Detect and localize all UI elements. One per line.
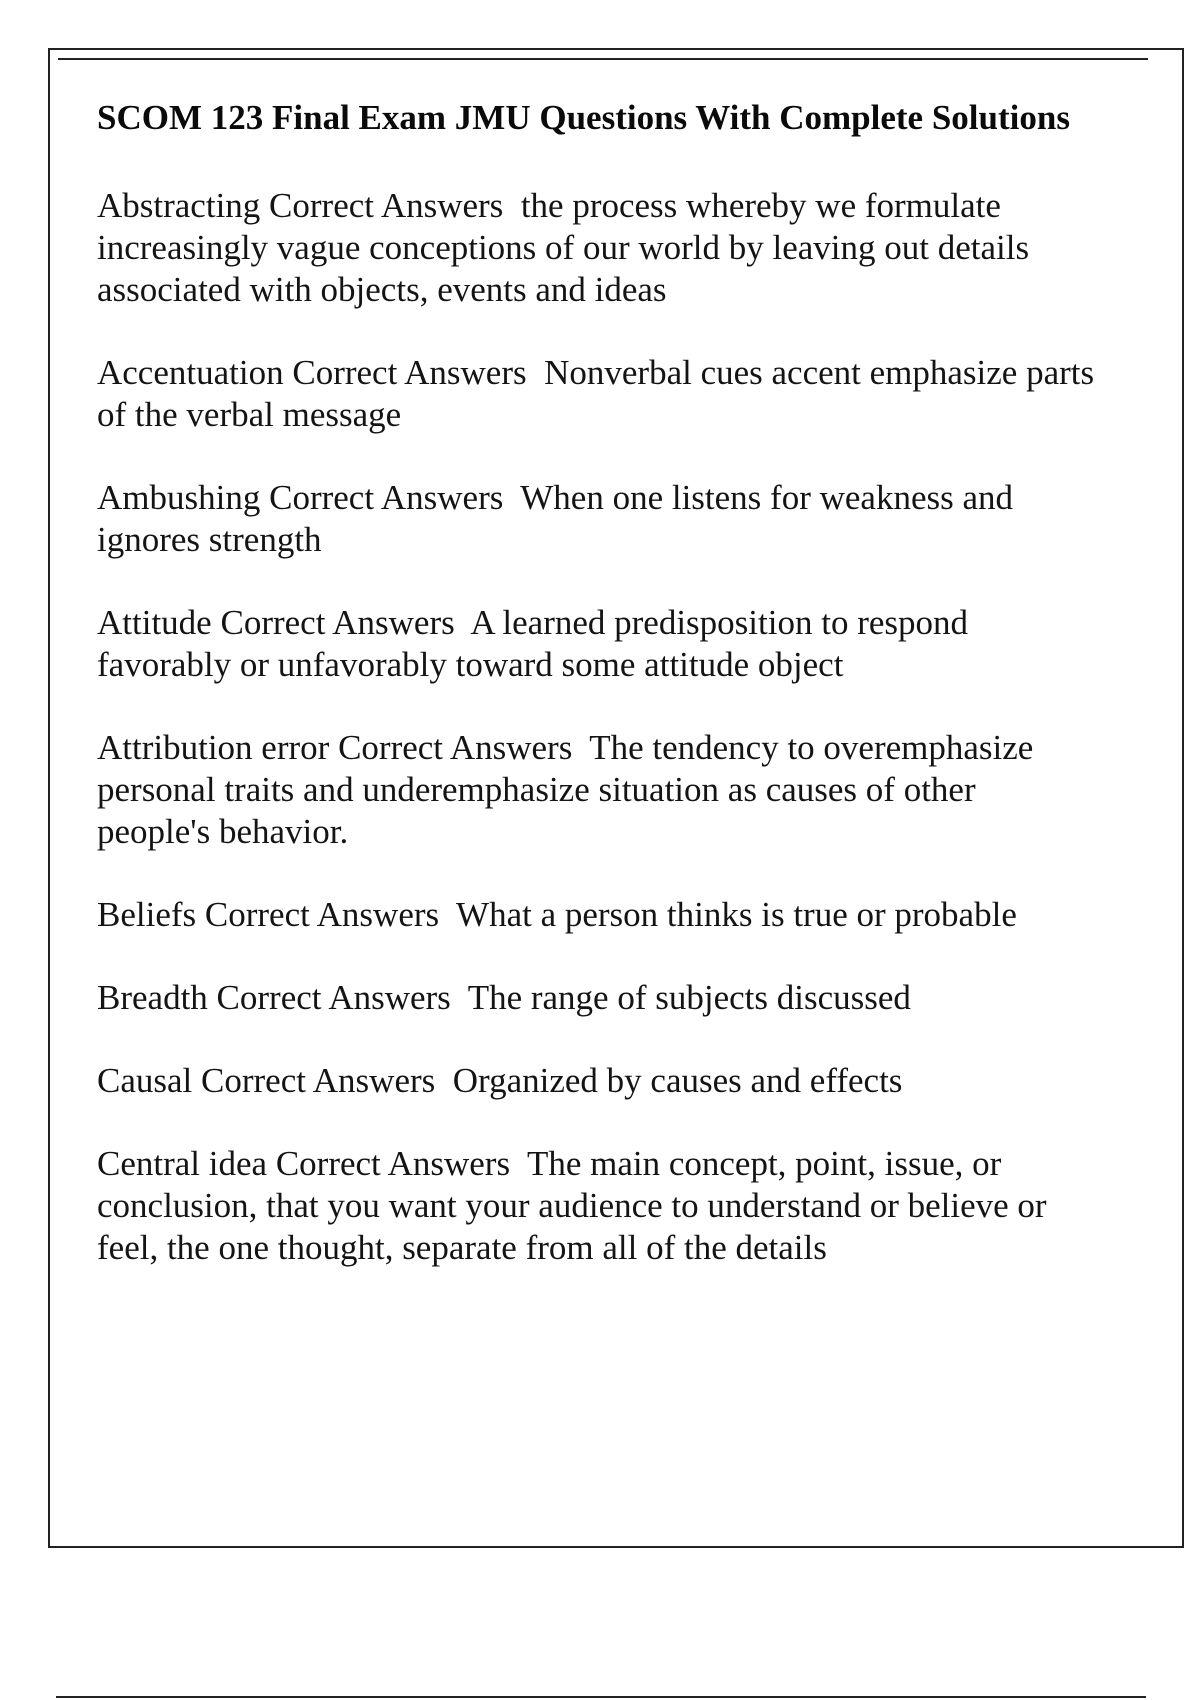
entry-term: Attitude <box>97 603 212 642</box>
qa-entry <box>97 602 1097 686</box>
entry-term: Abstracting <box>97 186 261 225</box>
answer-marker: Correct Answers <box>275 1144 511 1183</box>
entry-definition: Nonverbal cues accent emphasize parts of the verbal message <box>97 353 1095 434</box>
entry-definition: The main concept, point, issue, or conclusion, that you want your audience to understand or believe or feel, the one thought, separate from all of the details <box>97 1144 1047 1267</box>
entry-definition: The range of subjects discussed <box>467 978 911 1017</box>
qa-entry <box>97 727 1097 853</box>
entry-definition: A learned predisposition to respond favorably or unfavorably toward some attitude object <box>97 603 969 684</box>
entry-definition: the process whereby we formulate increasingly vague conceptions of our world by leaving out details associated with objects, events and ideas <box>97 186 1030 309</box>
answer-marker: Correct Answers <box>269 478 504 517</box>
qa-entry <box>97 185 1097 311</box>
entry-definition: When one listens for weakness and ignores strength <box>97 478 1014 559</box>
document-title: SCOM 123 Final Exam JMU Questions With Complete Solutions <box>97 98 1070 137</box>
document-body <box>97 97 1097 1310</box>
answer-marker: Correct Answers <box>292 353 527 392</box>
entry-definition: What a person thinks is true or probable <box>456 895 1017 934</box>
entry-term: Attribution error <box>97 728 330 767</box>
entry-term: Causal <box>97 1061 193 1100</box>
entry-term: Breadth <box>97 978 208 1017</box>
answer-marker: Correct Answers <box>204 895 440 934</box>
qa-entry <box>97 1060 1097 1102</box>
bottom-rule <box>56 1696 1146 1698</box>
answer-marker: Correct Answers <box>269 186 504 225</box>
entry-term: Ambushing <box>97 478 261 517</box>
qa-entry <box>97 477 1097 561</box>
top-rule <box>58 58 1148 60</box>
answer-marker: Correct Answers <box>216 978 451 1017</box>
entry-definition: Organized by causes and effects <box>452 1061 903 1100</box>
qa-entry <box>97 1143 1097 1269</box>
qa-entry <box>97 352 1097 436</box>
qa-entry <box>97 977 1097 1019</box>
answer-marker: Correct Answers <box>338 728 573 767</box>
entry-definition: The tendency to overemphasize personal traits and underemphasize situation as causes of other people's behavior. <box>97 728 1034 851</box>
entry-term: Central idea <box>97 1144 268 1183</box>
entry-term: Beliefs <box>97 895 197 934</box>
answer-marker: Correct Answers <box>220 603 455 642</box>
answer-marker: Correct Answers <box>201 1061 436 1100</box>
qa-entry <box>97 894 1097 936</box>
entry-term: Accentuation <box>97 353 284 392</box>
